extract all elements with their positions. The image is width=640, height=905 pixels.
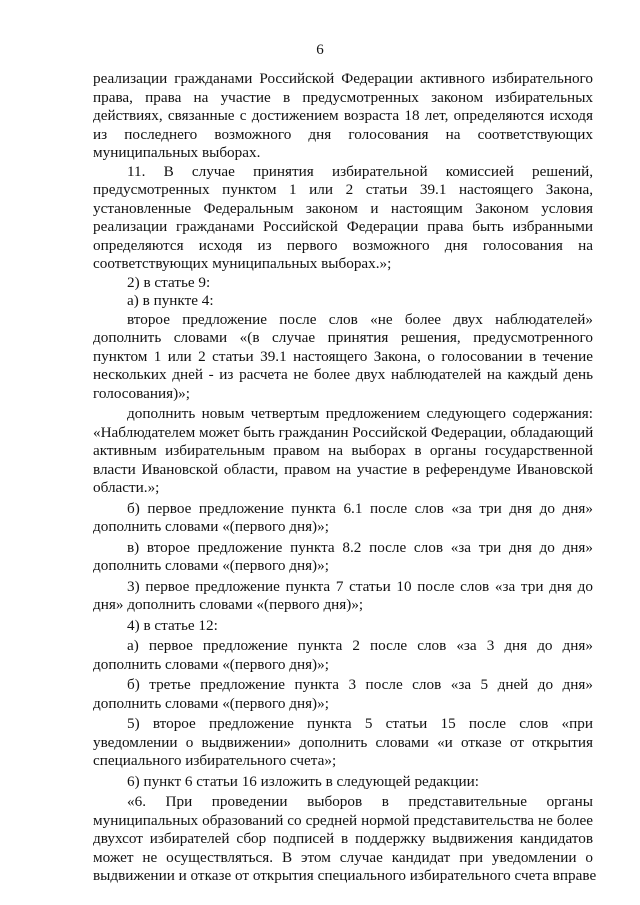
text-line: специального избирательного счета»;: [93, 752, 337, 769]
text-line: 11. В случае принятия избирательной комиссией решений,: [127, 162, 593, 180]
text-line: права, права на участие в предусмотренных законом избирательных: [93, 88, 593, 106]
text-line: 6) пункт 6 статьи 16 изложить в следующей редакции:: [127, 772, 480, 790]
text-line: предусмотренных пунктом 1 или 2 статьи 39.1 настоящего Закона,: [93, 181, 593, 198]
text-line: активным избирательным правом на выборах в органы государственной: [93, 442, 593, 459]
text-line: соответствующих муниципальных выборах.»;: [93, 255, 392, 272]
text-line: дополнить словами «(в случае принятия решения, предусмотренного: [93, 329, 593, 346]
text-line: а) в пункте 4:: [127, 292, 214, 309]
text-line: муниципальных образований со средней нормой представительства не более: [93, 811, 593, 829]
text-line: власти Ивановской области, правом на участие в референдуме Ивановской: [93, 460, 593, 478]
text-line: б) третье предложение пункта 3 после слов «за 5 дней до дня»: [127, 676, 593, 693]
text-line: области.»;: [93, 479, 160, 496]
text-line: дополнить словами «(первого дня)»;: [93, 655, 329, 673]
text-line: дополнить словами «(первого дня)»;: [93, 557, 329, 574]
text-line: реализации гражданами Российской Федерации права быть избранными: [93, 218, 593, 235]
document-body: [93, 70, 597, 886]
text-line: двухсот избирателей сбор подписей в поддержку выдвижения кандидатов: [93, 830, 593, 847]
text-line: а) первое предложение пункта 2 после слов «за 3 дня до дня»: [127, 637, 593, 654]
page-number: 6: [316, 42, 324, 58]
text-line: реализации гражданами Российской Федерации активного избирательного: [93, 70, 593, 87]
text-line: 5) второе предложение пункта 5 статьи 15 после слов «при: [127, 715, 593, 732]
text-line: дополнить словами «(первого дня)»;: [93, 694, 329, 712]
text-line: может не осуществляться. В этом случае кандидат при уведомлении о: [93, 848, 593, 866]
text-line: второе предложение после слов «не более двух наблюдателей»: [127, 310, 593, 328]
text-line: муниципальных выборах.: [93, 144, 261, 161]
text-line: дополнить новым четвертым предложением следующего содержания:: [127, 405, 593, 422]
text-line: из последнего возможного дня голосования на соответствующих: [93, 125, 593, 143]
text-line: дня» дополнить словами «(первого дня)»;: [93, 596, 364, 613]
text-line: выдвижении и отказе от открытия специального избирательного счета вправе: [93, 867, 597, 884]
text-line: б) первое предложение пункта 6.1 после слов «за три дня до дня»: [127, 499, 593, 517]
text-line: 4) в статье 12:: [127, 616, 218, 634]
text-line: «Наблюдателем может быть гражданин Российской Федерации, обладающий: [93, 423, 594, 441]
text-line: дополнить словами «(первого дня)»;: [93, 518, 329, 535]
text-line: определяются исходя из первого возможного дня голосования на: [93, 236, 593, 254]
text-line: в) второе предложение пункта 8.2 после слов «за три дня до дня»: [127, 538, 593, 556]
text-line: 3) первое предложение пункта 7 статьи 10 после слов «за три дня до: [127, 577, 593, 595]
text-line: 2) в статье 9:: [127, 273, 211, 291]
text-line: «6. При проведении выборов в представительные органы: [127, 793, 593, 810]
text-line: действиях, связанные с достижением возраста 18 лет, определяются исходя: [93, 107, 593, 124]
text-line: пунктом 1 или 2 статьи 39.1 настоящего Закона, о голосовании в течение: [93, 347, 593, 365]
text-line: голосования)»;: [93, 384, 190, 402]
text-line: нескольких дней - из расчета не более двух наблюдателей на каждый день: [93, 366, 593, 383]
text-line: установленные Федеральным законом и настоящим Законом условия: [93, 199, 593, 217]
text-line: уведомлении о выдвижении» дополнить словами «и отказе от открытия: [93, 733, 593, 751]
